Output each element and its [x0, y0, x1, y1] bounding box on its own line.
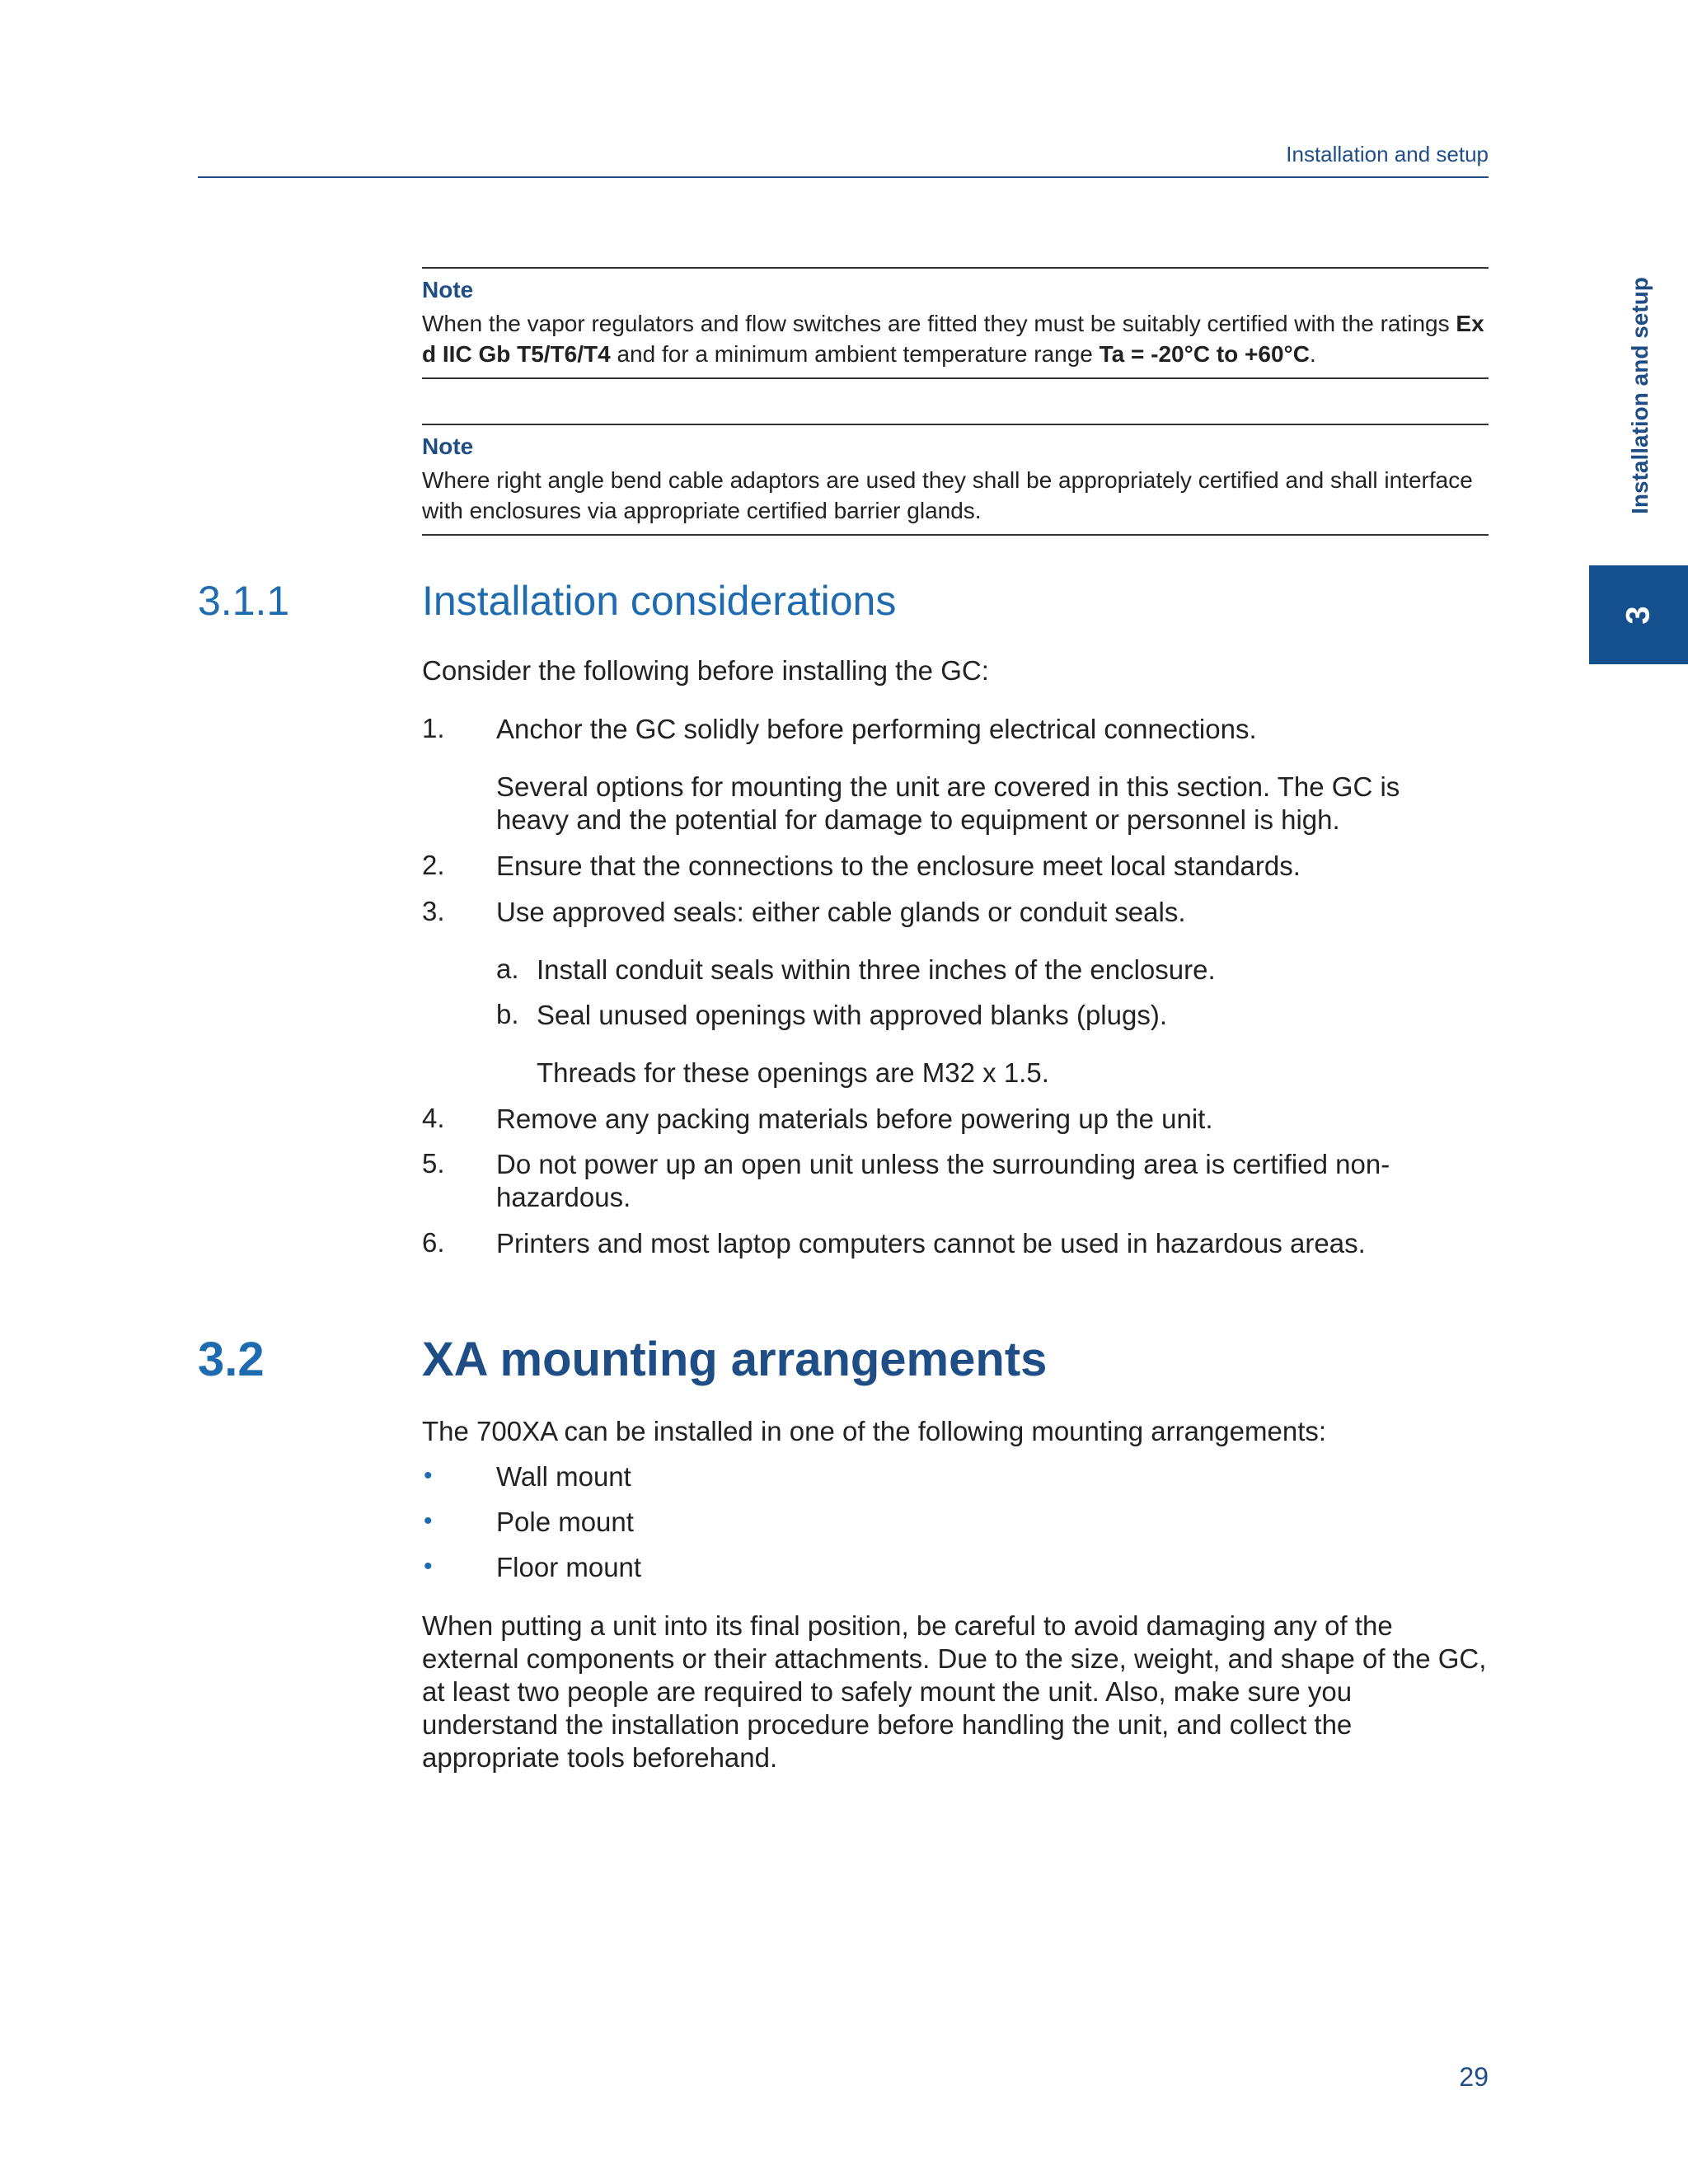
- side-tab-label: [1591, 272, 1688, 519]
- section-title-installation-considerations: Installation considerations: [422, 578, 897, 624]
- bullet-icon: •: [424, 1462, 433, 1489]
- list-item-number: 4.: [422, 1103, 445, 1133]
- list-item-detail: Several options for mounting the unit are covered in this section. The GC is heavy and the potential for damage to equipment or personnel is high.: [496, 771, 1400, 835]
- note-title-2: Note: [422, 434, 474, 459]
- note-1-text-1: When the vapor regulators and flow switches are fitted they must be suitably certified with the ratings: [422, 311, 1456, 336]
- list-item-number: 2.: [422, 850, 445, 880]
- list-item-number: 1.: [422, 713, 445, 743]
- sub-item-text: Seal unused openings with approved blanks (plugs).: [537, 1000, 1167, 1030]
- section-number-3-1-1: 3.1.1: [198, 578, 290, 624]
- section-title-xa-mounting-arrangements: XA mounting arrangements: [422, 1333, 1048, 1386]
- list-item-text: Do not power up an open unit unless the surrounding area is certified non-hazardous.: [496, 1149, 1390, 1212]
- bullet-icon: •: [424, 1507, 433, 1535]
- list-item-text: Ensure that the connections to the enclosure meet local standards.: [496, 851, 1301, 881]
- side-tab-chapter: [1589, 565, 1688, 664]
- sub-item-detail: Threads for these openings are M32 x 1.5.: [537, 1057, 1049, 1088]
- list-item-text: Printers and most laptop computers cannot be used in hazardous areas.: [496, 1228, 1366, 1258]
- section-3-1-1-intro: Consider the following before installing the GC:: [422, 655, 989, 686]
- page-number: 29: [1459, 2062, 1489, 2092]
- list-item-text: Use approved seals: either cable glands or conduit seals.: [496, 897, 1186, 927]
- list-item-number: 3.: [422, 896, 445, 926]
- sub-item-text: Install conduit seals within three inches of the enclosure.: [537, 954, 1216, 985]
- note-box-1: [422, 267, 1489, 379]
- sub-item-letter: a.: [496, 954, 519, 984]
- bullet-item-text: Wall mount: [496, 1461, 631, 1492]
- bullet-item-text: Floor mount: [496, 1552, 642, 1582]
- note-1-text-3: .: [1309, 341, 1316, 367]
- note-1-bold-rating: Ex d IIC Gb T5/T6/T4: [422, 311, 1484, 367]
- section-number-3-2: 3.2: [198, 1333, 265, 1386]
- side-tab-label-text: Installation and setup: [1627, 277, 1653, 514]
- side-tab-chapter-number: 3: [1620, 605, 1657, 625]
- note-title-1: Note: [422, 277, 474, 302]
- list-item-text: Anchor the GC solidly before performing electrical connections.: [496, 714, 1257, 744]
- sub-item-letter: b.: [496, 999, 519, 1029]
- bullet-icon: •: [424, 1553, 433, 1580]
- section-3-2-intro: The 700XA can be installed in one of the following mounting arrangements:: [422, 1416, 1327, 1446]
- list-item-number: 6.: [422, 1227, 445, 1258]
- note-body-2: Where right angle bend cable adaptors are used they shall be appropriately certified and shall interface with enclosures via appropriate certified barrier glands.: [422, 467, 1473, 523]
- running-header: Installation and setup: [1286, 142, 1489, 166]
- bullet-item-text: Pole mount: [496, 1507, 634, 1537]
- note-body-1: [422, 308, 1489, 369]
- list-item-text: Remove any packing materials before powering up the unit.: [496, 1104, 1213, 1134]
- note-box-2: [422, 424, 1489, 536]
- section-3-2-paragraph: When putting a unit into its final position, be careful to avoid damaging any of the external components or their attachments. Due to the size, weight, and shape of the GC, at least two people are required to safely mount the unit. Also, make sure you understand the installation procedure before handling the unit, and collect the appropriate tools beforehand.: [422, 1610, 1487, 1773]
- note-1-bold-temperature: Ta = -20°C to +60°C: [1099, 341, 1310, 367]
- header-rule: [198, 176, 1489, 178]
- list-item-number: 5.: [422, 1148, 445, 1179]
- note-1-text-2: and for a minimum ambient temperature range: [610, 341, 1100, 367]
